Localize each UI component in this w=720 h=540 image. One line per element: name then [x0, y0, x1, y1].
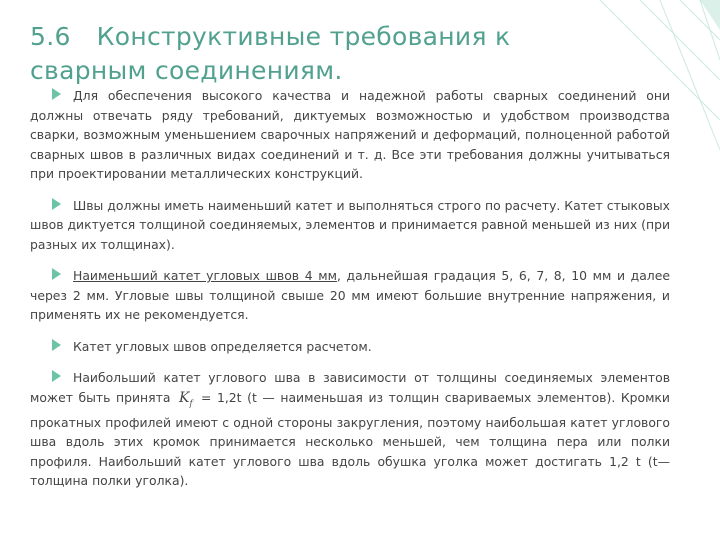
bullet-arrow-icon: [52, 370, 61, 382]
bullet-arrow-icon: [52, 198, 61, 210]
paragraph-text: Катет угловых швов определяется расчетом.: [73, 338, 372, 354]
paragraph-text: Для обеспечения высокого качества и надежной работы сварных соединений они должны отвечать ряду требований, диктуемых возможностью и удобством производства сварки, возможным уменьшением сварочных напряжений и деформаций, полноценной работой сварных швов в различных видах соединений и т. д. Все эти требования должны учитываться при проектировании металлических конструкций.: [30, 88, 670, 181]
symbol-main: K: [179, 389, 190, 406]
slide-title: [30, 20, 630, 88]
section-number: 5.6: [30, 22, 71, 51]
paragraph-5: [30, 368, 670, 491]
bullet-arrow-icon: [52, 268, 61, 280]
paragraph-text: , дальнейшая градация 5, 6, 7, 8, 10 мм и далее через 2 мм. Угловые швы толщиной свыше 20 мм имеют большие внутренние напряжения, и применять их не рекомендуется.: [30, 268, 670, 322]
bullet-arrow-icon: [52, 339, 61, 351]
underlined-text: Наименьший катет угловых швов 4 мм: [73, 268, 337, 283]
paragraph-3: [30, 266, 670, 325]
paragraph-2: [30, 196, 670, 255]
paragraph-1: [30, 86, 670, 184]
paragraph-4: [30, 337, 670, 357]
paragraph-text: Наибольший катет углового шва в зависимости от толщины соединяемых элементов может быть принята: [30, 370, 670, 405]
formula-symbol: [176, 390, 195, 406]
title-text: Конструктивные требования к сварным соединениям.: [30, 22, 511, 85]
body-content: [30, 86, 670, 491]
bullet-arrow-icon: [52, 88, 61, 100]
symbol-subscript: f: [189, 398, 193, 408]
paragraph-text: = 1,2t (t — наименьшая из толщин свариваемых элементов). Кромки прокатных профилей имеют с одной стороны закругления, поэтому наибольшая катет углового шва вдоль этих кромок принимается несколько меньшей, чем толщина пера или полки профиля. Наибольший катет углового шва вдоль обушка уголка может достигать 1,2 t (t— толщина полки уголка).: [30, 389, 670, 489]
paragraph-text: Швы должны иметь наименьший катет и выполняться строго по расчету. Катет стыковых швов диктуется толщиной соединяемых, элементов и принимается равной меньшей из них (при разных их толщинах).: [30, 197, 670, 252]
